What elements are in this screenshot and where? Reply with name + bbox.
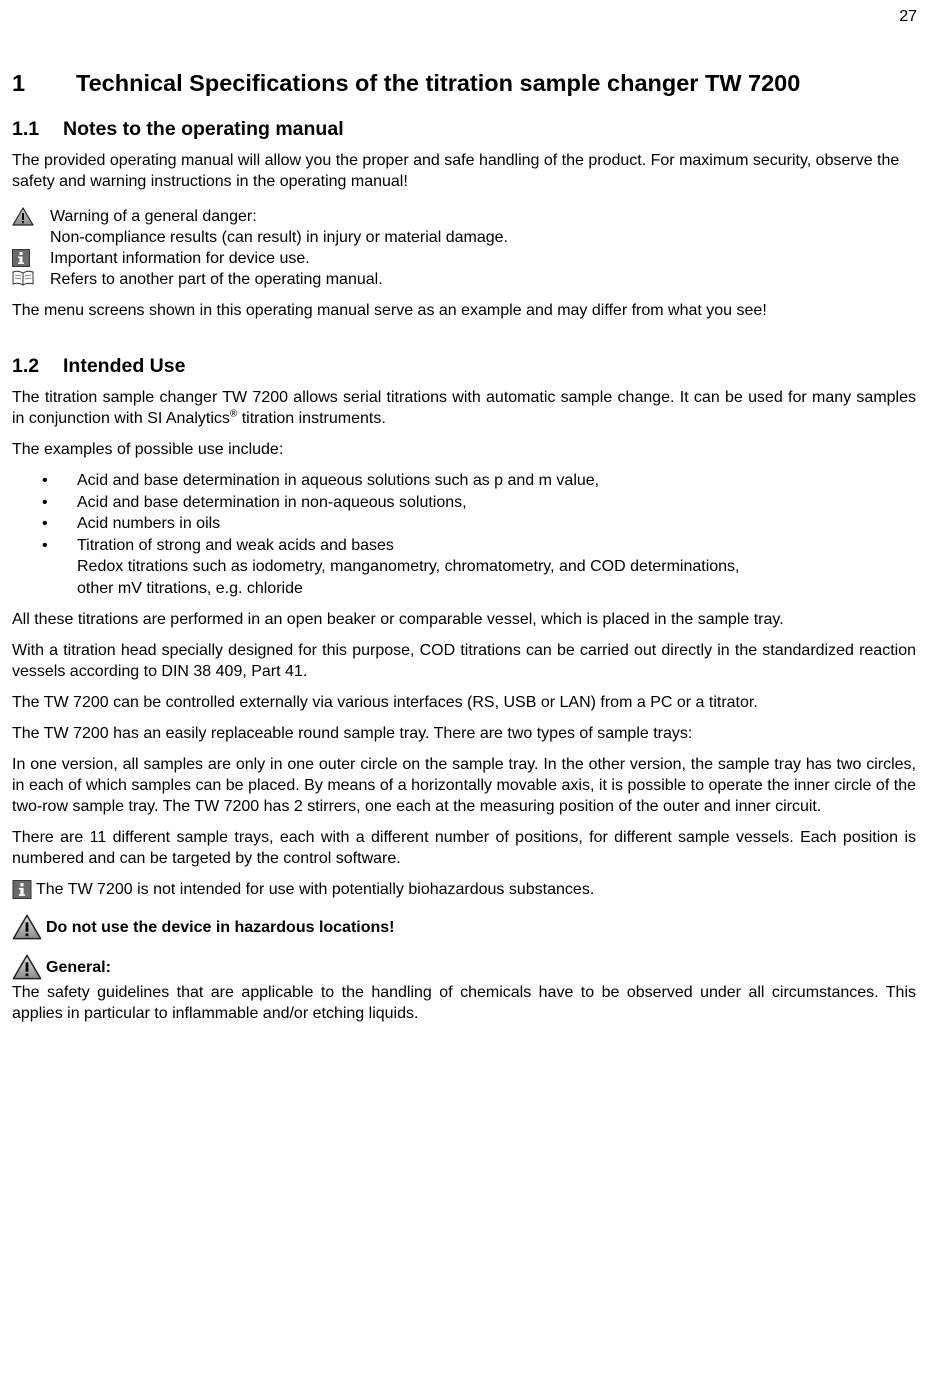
body-paragraph: With a titration head specially designed for this purpose, COD titrations can be carried out directly in the standardized reaction vessels according to DIN 38 409, Part 41. [12,642,916,680]
list-item [12,470,916,492]
list-item-text: Acid and base determination in non-aqueous solutions, [77,493,467,511]
use-examples-list [12,470,916,599]
chapter-number: 1 [12,70,26,96]
section-heading-1-1 [12,116,916,142]
registered-mark: ® [229,408,238,420]
biohazard-info-note [12,879,916,900]
page-number: 27 [899,8,917,25]
list-item-text: Acid and base determination in aqueous solutions such as p and m value, [77,472,600,489]
warning-triangle-icon [12,954,42,980]
body-paragraph: In one version, all samples are only in one outer circle on the sample tray. In the other version, the sample tray has two circles, in each of which samples can be placed. By means of a horizontally movable axis, it is possible to operate the inner circle of the two-row sample tray. The TW 7200 has 2 stirrers, one each at the measuring position of the outer and inner circuit. [12,756,916,815]
info-note-text: Important information for device use. [50,250,310,267]
warning-note [12,206,916,248]
list-continuation-line: other mV titrations, e.g. chloride [77,579,303,597]
body-paragraph: The TW 7200 has an easily replaceable round sample tray. There are two types of sample trays: [12,725,693,742]
bullet: • [42,536,48,554]
book-icon [12,269,50,290]
body-paragraph: There are 11 different sample trays, each with a different number of positions, for different sample vessels. Each position is numbered and can be targeted by the control software. [12,829,916,867]
warning-note-line-2: Non-compliance results (can result) in injury or material damage. [50,229,508,246]
intro-text-part-2: titration instruments. [237,410,386,427]
document-body [12,66,916,1034]
manual-intro-paragraph: The provided operating manual will allow you the proper and safe handling of the product. For maximum security, observe the safety and warning instructions in the operating manual! [12,152,900,190]
symbol-legend [12,206,916,290]
intended-use-intro [12,387,916,429]
list-item-text: Acid numbers in oils [77,515,221,532]
warning-note-line-1: Warning of a general danger: [50,208,257,225]
chapter-title: Technical Specifications of the titration sample changer TW 7200 [76,70,801,96]
list-item-text: Titration of strong and weak acids and bases [77,536,394,554]
bullet: • [42,493,48,511]
body-paragraph: The TW 7200 can be controlled externally via various interfaces (RS, USB or LAN) from a PC or a titrator. [12,694,758,711]
chapter-heading [12,66,916,100]
bullet: • [42,472,48,489]
examples-lead: The examples of possible use include: [12,441,284,458]
intro-text-part-1: The titration sample changer TW 7200 allows serial titrations with automatic sample change. It can be used for many samples in conjunction with SI Analytics [12,389,916,427]
warning-triangle-icon [12,206,50,248]
biohazard-info-text: The TW 7200 is not intended for use with potentially biohazardous substances. [36,881,595,898]
general-warning-heading [12,954,916,980]
list-item [12,492,916,514]
general-heading-text: General: [46,958,111,976]
info-note [12,248,916,269]
info-icon [12,880,32,899]
menu-screens-note: The menu screens shown in this operating manual serve as an example and may differ from what you see! [12,302,767,319]
hazardous-location-warning [12,914,916,940]
section-number: 1.1 [12,118,40,140]
list-item [12,535,916,557]
hazard-warning-text: Do not use the device in hazardous locations! [46,918,395,936]
general-safety-paragraph: The safety guidelines that are applicable to the handling of chemicals have to be observed under all circumstances. This applies in particular to inflammable and/or etching liquids. [12,984,916,1022]
section-heading-1-2 [12,353,916,379]
body-paragraph: All these titrations are performed in an open beaker or comparable vessel, which is placed in the sample tray. [12,611,784,628]
reference-note [12,269,916,290]
bullet: • [42,515,48,532]
info-icon [12,248,50,269]
warning-triangle-icon [12,914,42,940]
section-number: 1.2 [12,355,40,377]
list-item [12,513,916,535]
list-continuation-line: Redox titrations such as iodometry, manganometry, chromatometry, and COD determinations, [77,558,740,575]
section-title: Notes to the operating manual [63,118,344,140]
section-title: Intended Use [63,355,186,377]
reference-note-text: Refers to another part of the operating manual. [50,271,383,288]
